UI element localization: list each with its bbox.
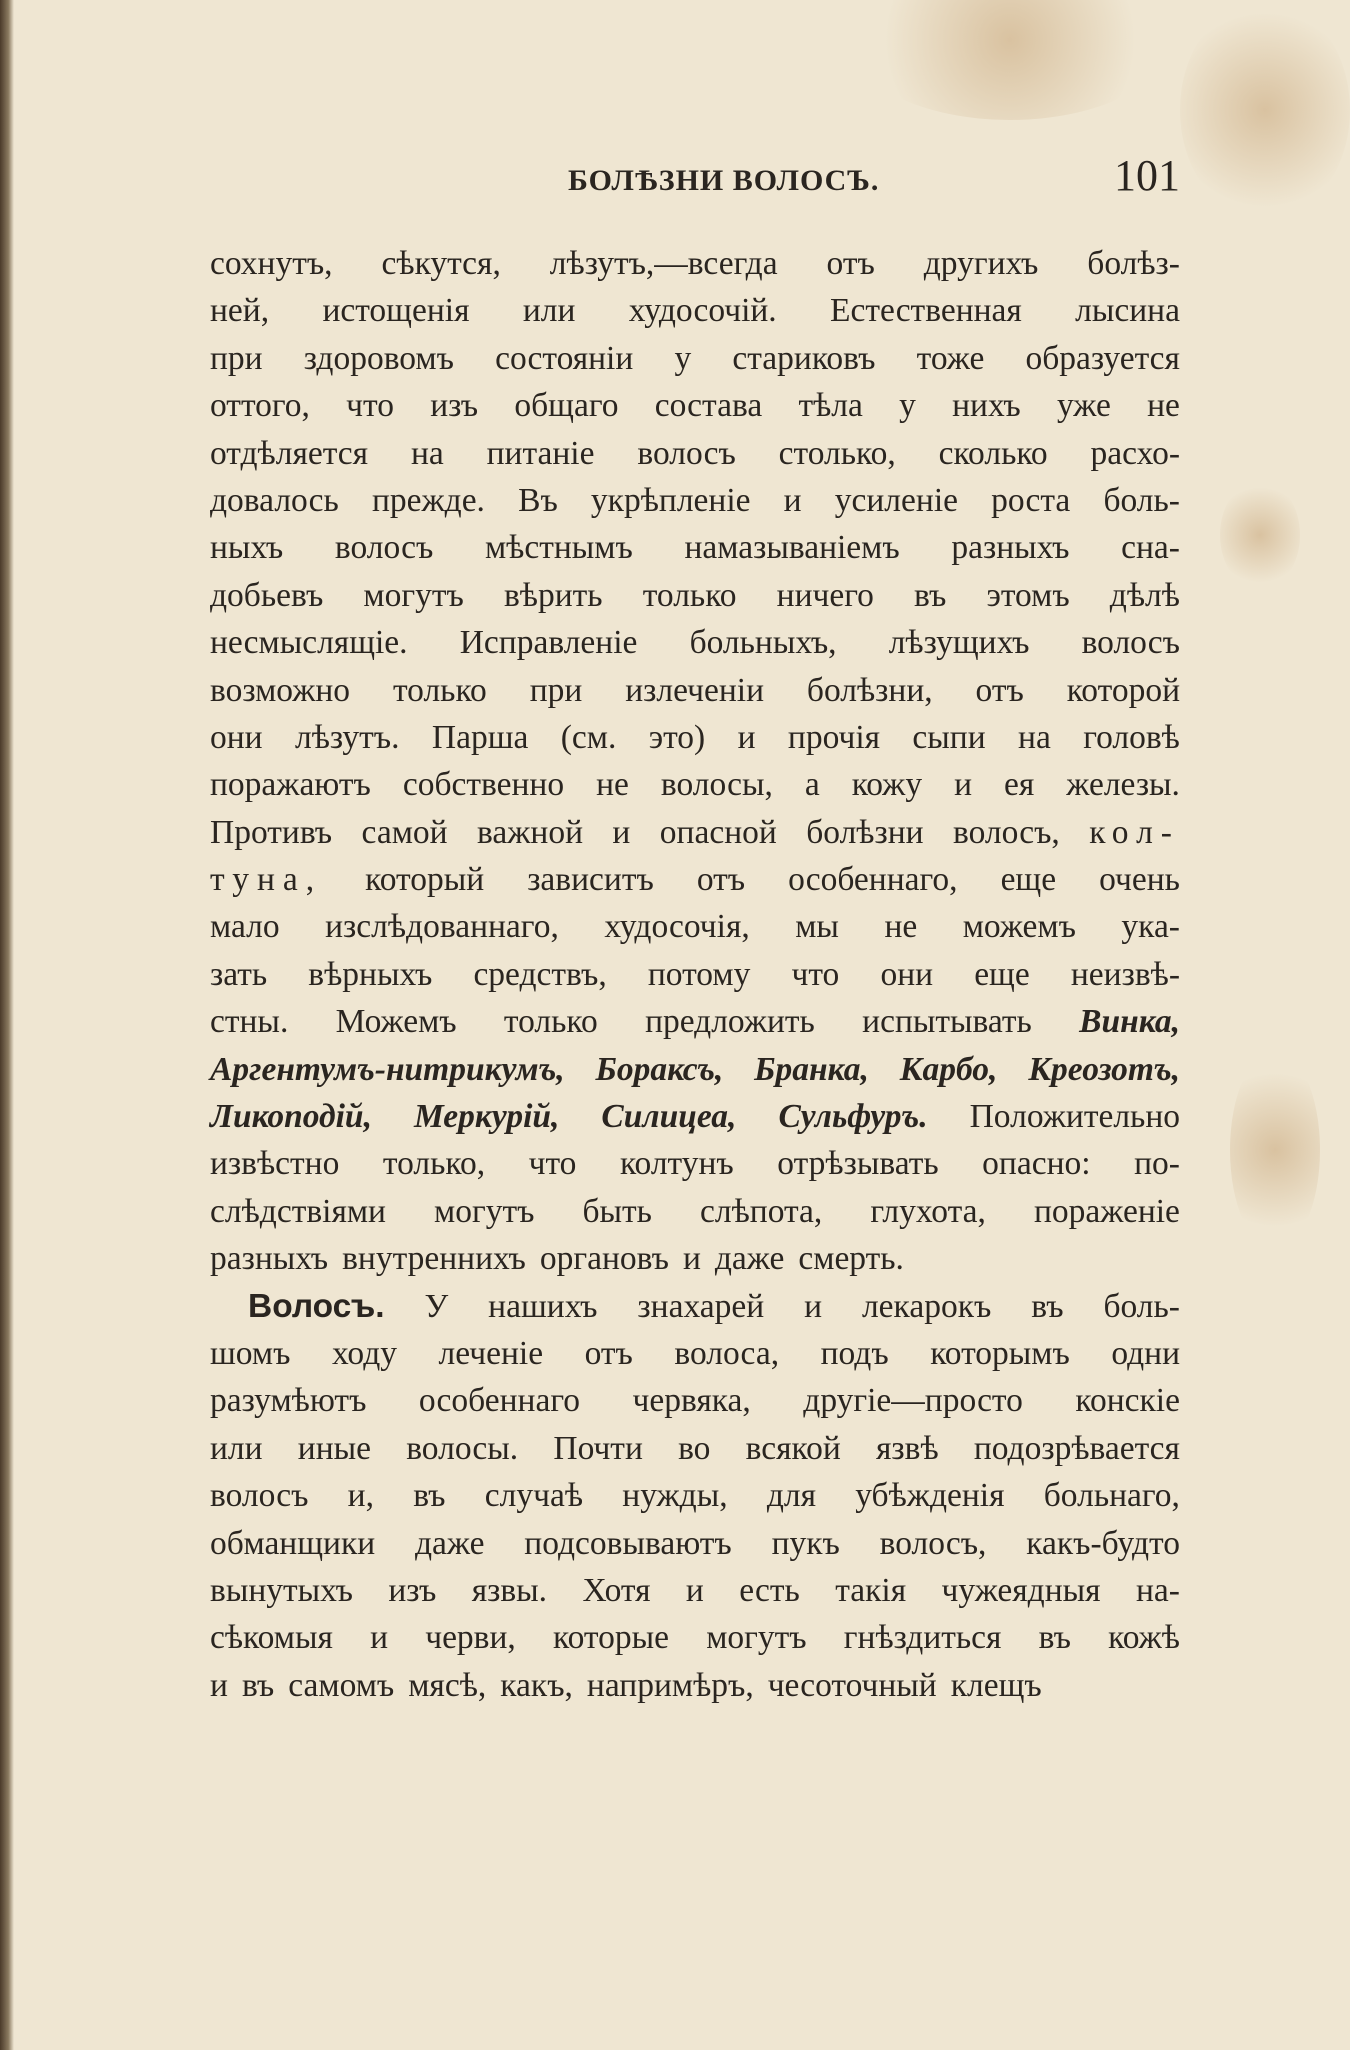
word: расхо- — [1090, 434, 1180, 472]
word: сѣкомыя — [210, 1619, 333, 1657]
word: знахарей — [637, 1287, 765, 1325]
word: есть — [739, 1571, 800, 1609]
word: уже — [1056, 387, 1111, 425]
word: который — [365, 861, 485, 899]
word: могутъ — [363, 576, 464, 614]
word: или — [210, 1429, 263, 1467]
word: нихъ — [952, 387, 1021, 425]
word: и — [210, 1666, 228, 1704]
text-line — [210, 1235, 1180, 1282]
word: кол- — [1089, 813, 1180, 851]
word: неизвѣ- — [1070, 955, 1180, 993]
word: могутъ — [706, 1619, 807, 1657]
word: несмыслящіе. — [210, 624, 408, 662]
text-line — [210, 287, 1180, 334]
word: кожу — [851, 766, 923, 804]
word: ней, — [210, 292, 270, 330]
word: ходу — [331, 1334, 397, 1372]
running-head: БОЛѢЗНИ ВОЛОСЪ. — [568, 164, 880, 197]
word: и — [612, 813, 631, 851]
text-line — [210, 1046, 1180, 1093]
word: при — [529, 671, 583, 709]
word: отрѣзывать — [777, 1145, 939, 1183]
word: (см. — [560, 718, 617, 756]
text-line — [210, 1140, 1180, 1187]
word: головѣ — [1083, 718, 1180, 756]
word: слѣдствіями — [210, 1192, 386, 1230]
word: чужеядныя — [941, 1571, 1101, 1609]
word: боль- — [1103, 481, 1180, 519]
book-spine-edge — [0, 0, 14, 2050]
word: собственно — [402, 766, 565, 804]
word: усиленіе — [834, 481, 959, 519]
word: нужды, — [622, 1477, 728, 1515]
word: могутъ — [434, 1192, 535, 1230]
text-line — [210, 1188, 1180, 1235]
word: Волосъ. — [248, 1287, 385, 1325]
word: стариковъ — [732, 339, 876, 377]
word: волосъ, — [879, 1524, 987, 1562]
text-line — [210, 667, 1180, 714]
word: волосъ — [334, 529, 434, 567]
word: волосъ — [1081, 624, 1180, 662]
word: Креозотъ, — [1028, 1050, 1180, 1088]
text-line — [210, 1662, 1180, 1709]
word: туна, — [210, 861, 323, 899]
paper-stain — [1230, 1050, 1320, 1250]
word: что — [346, 387, 394, 425]
word: предложить — [645, 1003, 815, 1041]
word: возможно — [210, 671, 351, 709]
text-line — [210, 240, 1180, 287]
word: пукъ — [771, 1524, 840, 1562]
word: въ — [1038, 1619, 1071, 1657]
word: во — [678, 1429, 711, 1467]
word: отъ — [826, 245, 875, 282]
word: лысина — [1075, 292, 1180, 330]
word: напримѣръ, — [586, 1666, 754, 1704]
word: внутреннихъ — [342, 1240, 526, 1278]
text-line — [210, 335, 1180, 382]
word: органовъ — [539, 1240, 669, 1278]
word: сохнутъ, — [210, 245, 333, 282]
paper-stain — [1220, 480, 1300, 590]
word: отъ — [584, 1334, 633, 1372]
word: боль- — [1103, 1287, 1180, 1325]
word: и — [737, 718, 756, 756]
word: леченіе — [438, 1334, 544, 1372]
word: чесоточный — [767, 1666, 937, 1704]
word: которымъ — [930, 1334, 1070, 1372]
text-line — [210, 524, 1180, 571]
word: у — [674, 339, 692, 377]
word: въ — [914, 576, 947, 614]
word: важной — [477, 813, 583, 851]
word: всякой — [745, 1429, 841, 1467]
text-line — [210, 1472, 1180, 1519]
text-line — [210, 572, 1180, 619]
word: на — [1018, 718, 1051, 756]
word: тѣла — [798, 387, 863, 425]
word: не — [884, 908, 918, 946]
word: при — [210, 339, 263, 377]
word: и — [783, 481, 802, 519]
word: для — [766, 1477, 816, 1515]
word: отъ — [696, 861, 746, 899]
word: мясѣ, — [408, 1666, 487, 1704]
word: обманщики — [210, 1524, 376, 1562]
word: кожѣ — [1108, 1619, 1180, 1657]
word: болѣзни — [806, 813, 924, 851]
word: какъ, — [500, 1666, 573, 1704]
word: что — [791, 955, 840, 993]
word: опасно: — [982, 1145, 1091, 1183]
word: такія — [835, 1571, 907, 1609]
word: намазываніемъ — [684, 529, 900, 567]
page-header — [210, 150, 1180, 210]
word: въ — [1031, 1287, 1064, 1325]
text-line — [210, 1614, 1180, 1661]
word: больныхъ, — [689, 624, 837, 662]
text-line — [210, 477, 1180, 524]
word: ничего — [776, 576, 874, 614]
word: по- — [1134, 1145, 1180, 1183]
word: лѣзутъ,—всегда — [549, 245, 778, 282]
word: Въ — [518, 481, 558, 519]
word: отдѣляется — [210, 434, 369, 472]
word: случаѣ — [484, 1477, 584, 1515]
word: ныхъ — [210, 529, 284, 567]
word: только — [392, 671, 487, 709]
word: состояніи — [495, 339, 634, 377]
paper-stain — [850, 0, 1170, 120]
word: лѣзутъ. — [294, 718, 400, 756]
word: и — [954, 766, 972, 804]
word: только — [503, 1003, 598, 1041]
word: Сульфуръ. — [778, 1098, 928, 1136]
word: они — [880, 955, 934, 993]
text-line — [210, 714, 1180, 761]
word: этомъ — [986, 576, 1070, 614]
word: опасной — [659, 813, 777, 851]
word: очень — [1099, 861, 1180, 899]
word: другихъ — [923, 245, 1039, 282]
word: сыпи — [912, 718, 986, 756]
word: сна- — [1121, 529, 1180, 567]
word: самой — [361, 813, 448, 851]
word: изслѣдованнаго, — [325, 908, 559, 946]
word: тоже — [916, 339, 985, 377]
word: лѣзущихъ — [888, 624, 1030, 662]
word: особеннаго, — [788, 861, 958, 899]
word: сѣкутся, — [381, 245, 501, 282]
word: потому — [647, 955, 751, 993]
word: и — [370, 1619, 389, 1657]
word: и — [685, 1571, 704, 1609]
word: волосы. — [406, 1429, 519, 1467]
word: Почти — [553, 1429, 643, 1467]
word: убѣжденія — [855, 1477, 1005, 1515]
word: прежде. — [371, 481, 485, 519]
word: даже — [414, 1524, 485, 1562]
word: шомъ — [210, 1334, 291, 1372]
text-line — [210, 1520, 1180, 1567]
text-line — [210, 1425, 1180, 1472]
word: зать — [210, 955, 268, 993]
word: здоровомъ — [303, 339, 454, 377]
word: червяка, — [632, 1382, 751, 1420]
word: на- — [1135, 1571, 1180, 1609]
word: черви, — [425, 1619, 516, 1657]
word: которые — [553, 1619, 669, 1657]
text-line — [210, 1567, 1180, 1614]
word: даже — [714, 1240, 785, 1278]
word: зависитъ — [527, 861, 654, 899]
word: питаніе — [486, 434, 595, 472]
word: вынутыхъ — [210, 1571, 353, 1609]
word: Бранка, — [754, 1050, 869, 1088]
word: Парша — [431, 718, 529, 756]
word: мало — [210, 908, 280, 946]
word: поражаютъ — [210, 766, 371, 804]
word: железы. — [1066, 766, 1180, 804]
word: роста — [991, 481, 1071, 519]
body-text — [210, 240, 1180, 1709]
word: и — [804, 1287, 823, 1325]
text-line — [210, 856, 1180, 903]
word: волоса, — [674, 1334, 780, 1372]
word: подъ — [820, 1334, 889, 1372]
word: извѣстно — [210, 1145, 340, 1183]
word: Аргентумъ-нитрикумъ, — [210, 1050, 565, 1088]
word: Противъ — [210, 813, 333, 851]
word: дѣлѣ — [1109, 576, 1180, 614]
word: другіе—просто — [803, 1382, 1023, 1420]
word: излеченіи — [625, 671, 764, 709]
word: Исправленіе — [459, 624, 638, 662]
word: ука- — [1121, 908, 1180, 946]
word: у — [899, 387, 916, 425]
word: Силицеа, — [601, 1098, 737, 1136]
word: пораженіе — [1033, 1192, 1180, 1230]
word: вѣрить — [503, 576, 603, 614]
word: разныхъ — [210, 1240, 329, 1278]
word: испытывать — [862, 1003, 1032, 1041]
text-line — [210, 382, 1180, 429]
word: это) — [648, 718, 706, 756]
word: въ — [241, 1666, 275, 1704]
word: Хотя — [582, 1571, 651, 1609]
word: лекарокъ — [861, 1287, 992, 1325]
word: Можемъ — [335, 1003, 457, 1041]
word: худосочія, — [604, 908, 750, 946]
text-line — [210, 809, 1180, 856]
word: разумѣютъ — [210, 1382, 367, 1420]
paper-stain — [1180, 0, 1350, 220]
word: прочія — [787, 718, 881, 756]
word: иные — [297, 1429, 372, 1467]
text-line — [210, 951, 1180, 998]
text-line — [210, 1093, 1180, 1140]
page-number: 101 — [1114, 151, 1180, 200]
word: которой — [1066, 671, 1180, 709]
text-line — [210, 1377, 1180, 1424]
word: добьевъ — [210, 576, 324, 614]
word: больнаго, — [1043, 1477, 1180, 1515]
word: Ликоподій, — [210, 1098, 372, 1136]
word: одни — [1111, 1334, 1180, 1372]
word: разныхъ — [951, 529, 1070, 567]
word: отъ — [975, 671, 1024, 709]
word: и — [682, 1240, 701, 1278]
word: Винка, — [1079, 1003, 1180, 1041]
word: можемъ — [962, 908, 1076, 946]
word: еще — [974, 955, 1030, 993]
word: состава — [654, 387, 763, 425]
word: столько, — [778, 434, 896, 472]
word: болѣз- — [1087, 245, 1180, 282]
word: клещъ — [950, 1666, 1042, 1704]
word: изъ — [430, 387, 479, 425]
word: мѣстнымъ — [484, 529, 633, 567]
word: нашихъ — [488, 1287, 598, 1325]
word: а — [804, 766, 820, 804]
word: истощенія — [322, 292, 470, 330]
word: Меркурій, — [413, 1098, 560, 1136]
word: сколько — [938, 434, 1048, 472]
word: Карбо, — [899, 1050, 998, 1088]
word: худосочій. — [628, 292, 777, 330]
word: какъ-будто — [1026, 1524, 1180, 1562]
word: гнѣздиться — [843, 1619, 1002, 1657]
word: смерть. — [798, 1240, 904, 1278]
word: на — [410, 434, 444, 472]
word: ея — [1003, 766, 1035, 804]
word: только, — [382, 1145, 486, 1183]
word: укрѣпленіе — [590, 481, 751, 519]
word: У — [424, 1287, 449, 1325]
word: образуется — [1025, 339, 1180, 377]
word: язвы. — [471, 1571, 548, 1609]
word: Естественная — [830, 292, 1022, 330]
word: они — [210, 718, 263, 756]
text-line — [210, 903, 1180, 950]
text-line — [210, 619, 1180, 666]
text-line — [210, 998, 1180, 1045]
word: средствъ, — [473, 955, 607, 993]
word: болѣзни, — [806, 671, 933, 709]
word: волосъ — [637, 434, 736, 472]
word: подозрѣвается — [973, 1429, 1180, 1467]
word: волосы, — [660, 766, 773, 804]
text-line — [210, 430, 1180, 477]
word: Положительно — [969, 1098, 1180, 1136]
word: Бораксъ, — [595, 1050, 724, 1088]
word: или — [522, 292, 576, 330]
text-line — [210, 761, 1180, 808]
word: быть — [582, 1192, 652, 1230]
word: мы — [795, 908, 839, 946]
word: подсовываютъ — [524, 1524, 732, 1562]
word: особеннаго — [418, 1382, 580, 1420]
word: слѣпота, — [699, 1192, 823, 1230]
word: вѣрныхъ — [308, 955, 433, 993]
word: язвѣ — [875, 1429, 939, 1467]
word: что — [528, 1145, 577, 1183]
word: волосъ, — [953, 813, 1060, 851]
word: и, — [347, 1477, 374, 1515]
word: еще — [1000, 861, 1057, 899]
word: колтунъ — [619, 1145, 734, 1183]
word: глухота, — [870, 1192, 986, 1230]
text-line — [210, 1283, 1180, 1330]
word: самомъ — [288, 1666, 395, 1704]
word: въ — [413, 1477, 446, 1515]
word: конскіе — [1075, 1382, 1180, 1420]
text-line — [210, 1330, 1180, 1377]
word: стны. — [210, 1003, 289, 1041]
word: не — [1147, 387, 1180, 425]
word: изъ — [388, 1571, 437, 1609]
word: общаго — [514, 387, 619, 425]
word: довалось — [210, 481, 339, 519]
word: волосъ — [210, 1477, 309, 1515]
word: не — [596, 766, 629, 804]
word: только — [642, 576, 737, 614]
word: оттого, — [210, 387, 310, 425]
